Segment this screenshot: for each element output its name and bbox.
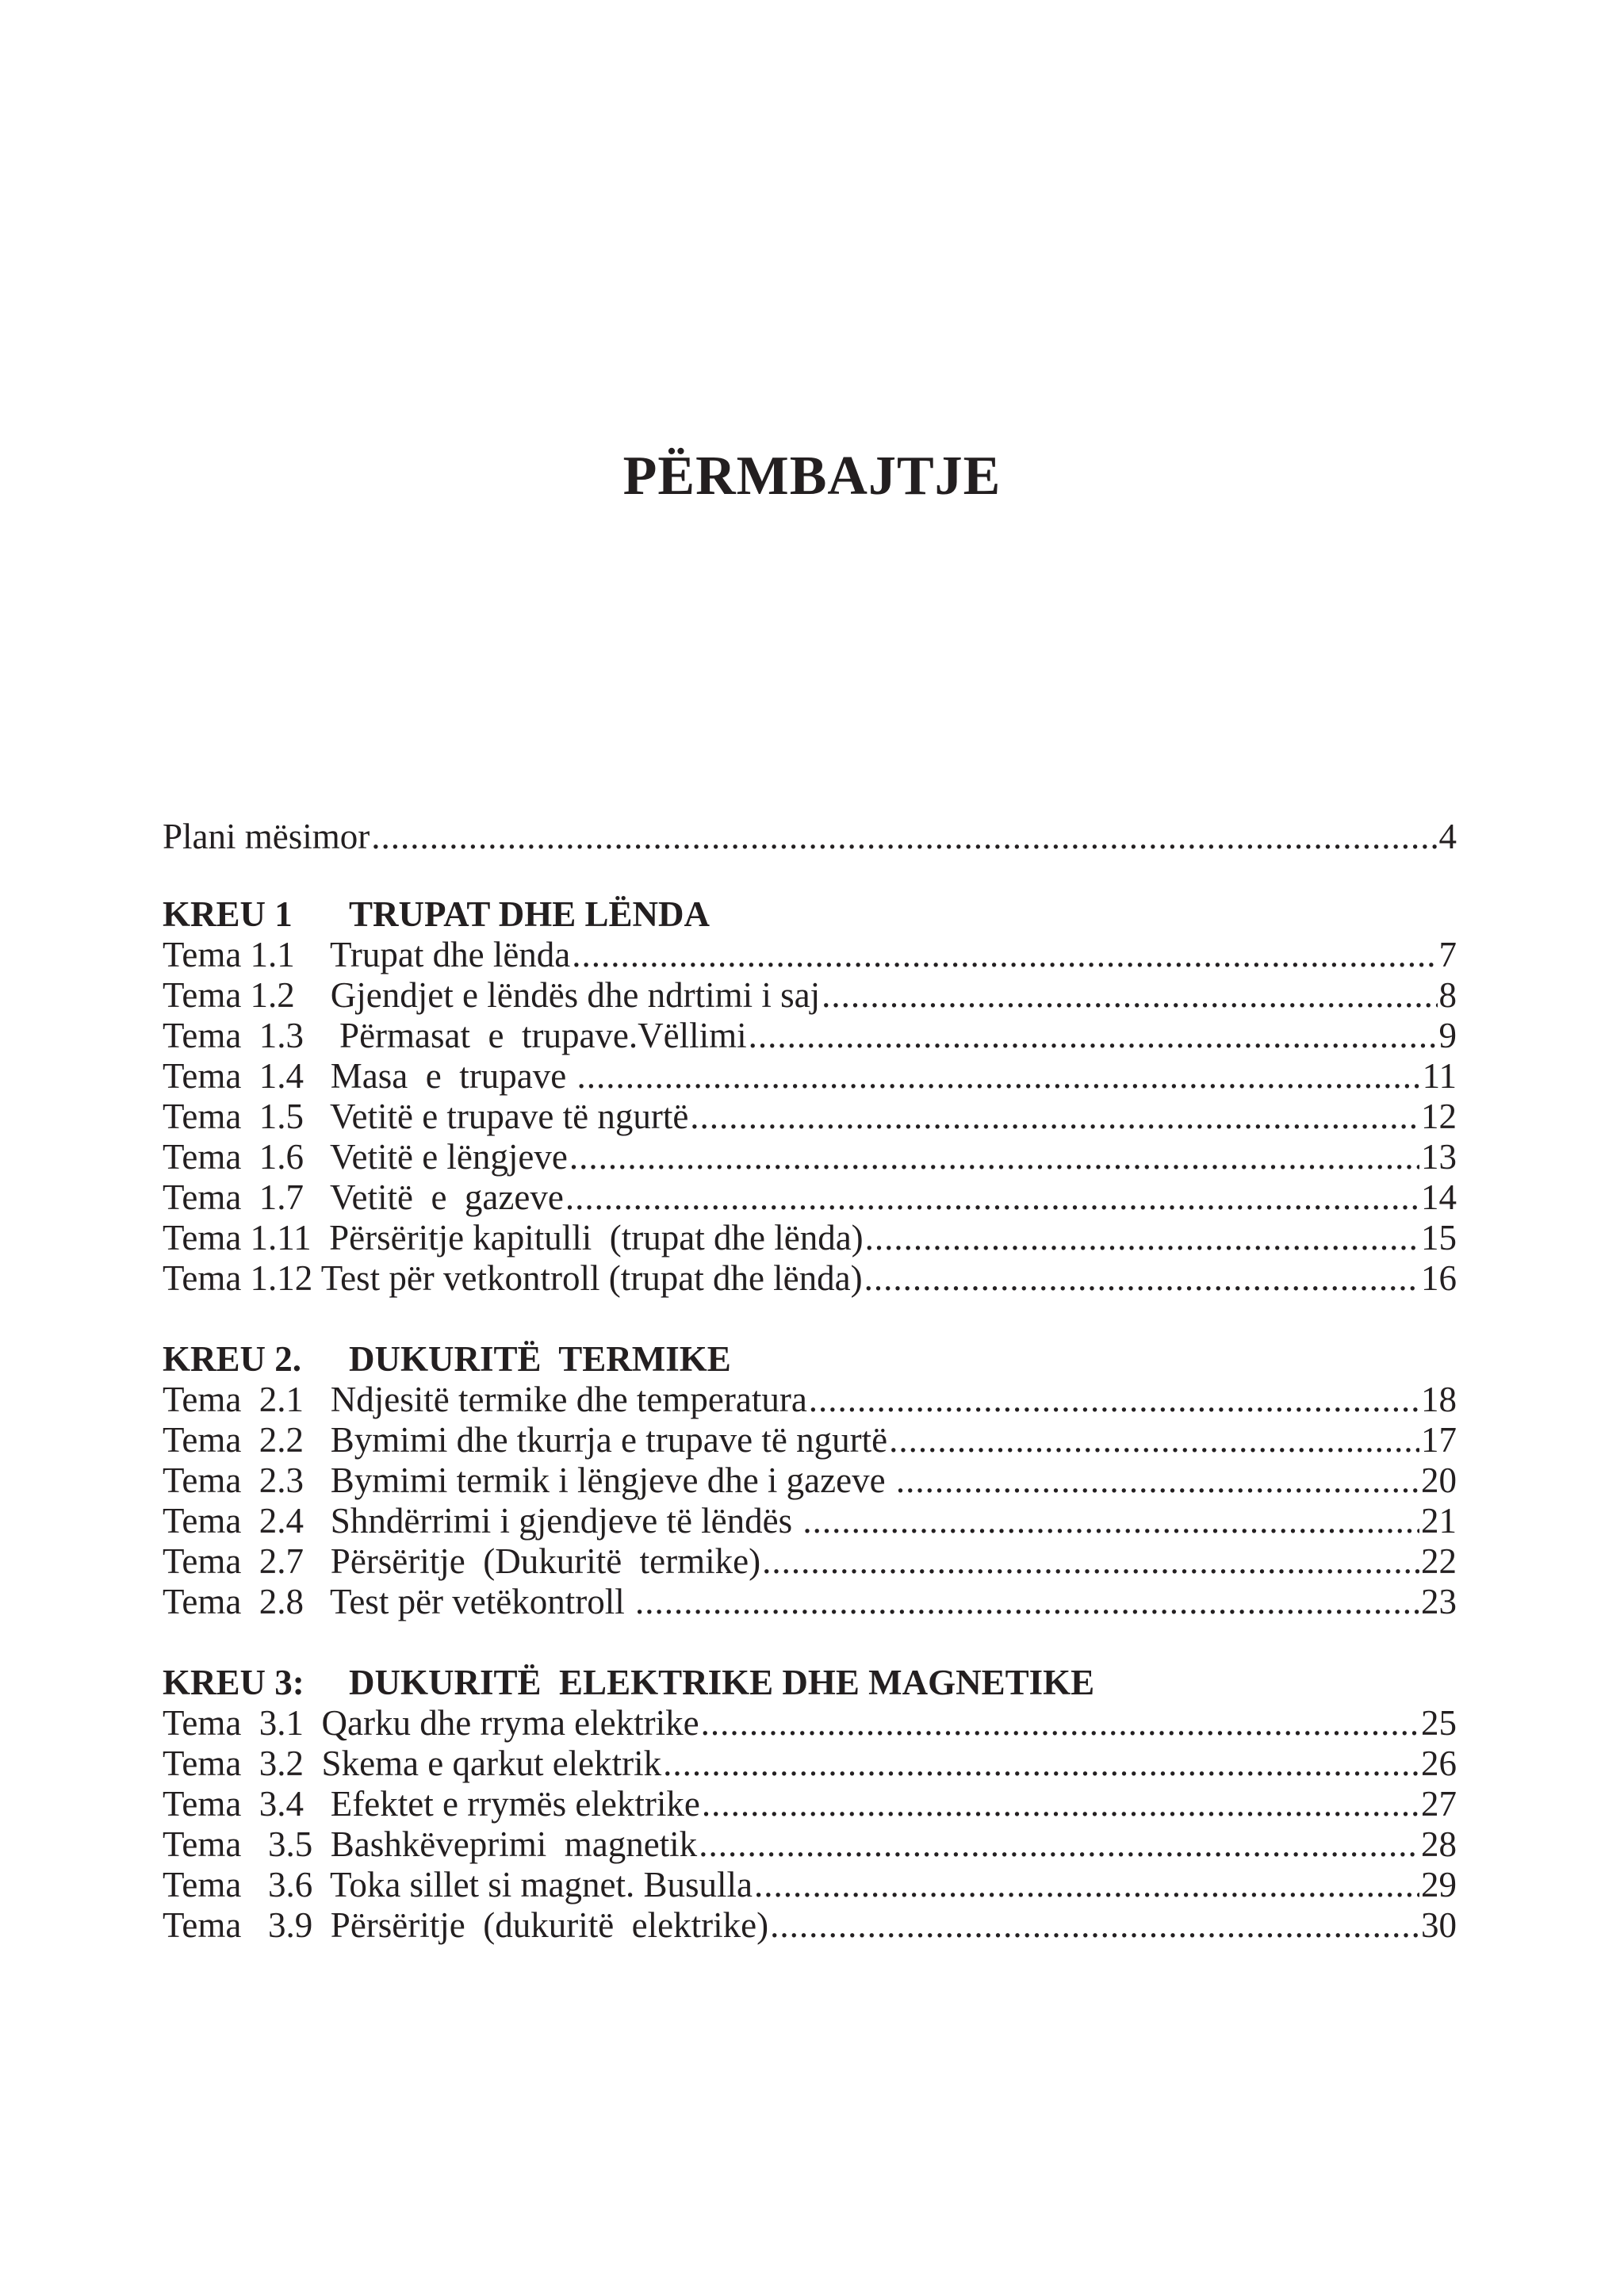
toc-entry-page: 21 bbox=[1421, 1501, 1457, 1541]
toc-entry-label: Tema 3.6 Toka sillet si magnet. Busulla bbox=[163, 1865, 753, 1904]
dot-leader bbox=[754, 1865, 1419, 1905]
toc-entry-label: Tema 2.1 Ndjesitë termike dhe temperatura bbox=[163, 1380, 807, 1419]
toc-entry-page: 22 bbox=[1421, 1541, 1457, 1581]
toc-entry-label: Tema 1.3 Përmasat e trupave.Vëllimi bbox=[163, 1016, 747, 1055]
toc-entry-label: Tema 1.5 Vetitë e trupave të ngurtë bbox=[163, 1097, 689, 1136]
toc-entry-label: Tema 1.4 Masa e trupave bbox=[163, 1056, 576, 1096]
toc-entry-label: Tema 2.4 Shndërrimi i gjendjeve të lëndës bbox=[163, 1501, 802, 1541]
toc-entry-label: Tema 2.2 Bymimi dhe tkurrja e trupave të ngurtë bbox=[163, 1420, 888, 1460]
chapter-heading bbox=[163, 1339, 1457, 1380]
toc-entry[interactable] bbox=[163, 1905, 1457, 1946]
toc-entry-page: 4 bbox=[1438, 817, 1457, 856]
dot-leader bbox=[371, 817, 1437, 857]
dot-leader bbox=[749, 1016, 1438, 1056]
toc-entry[interactable] bbox=[163, 1784, 1457, 1824]
toc-entry[interactable] bbox=[163, 1703, 1457, 1744]
toc-entry[interactable] bbox=[163, 1420, 1457, 1460]
toc-entry-label: Tema 2.8 Test për vetëkontroll bbox=[163, 1582, 634, 1621]
toc-entry-page: 17 bbox=[1421, 1420, 1457, 1460]
chapter-number: KREU 2. bbox=[163, 1339, 302, 1379]
chapter-number: KREU 3: bbox=[163, 1663, 304, 1702]
toc-entry-page: 8 bbox=[1438, 975, 1457, 1015]
toc-entry[interactable] bbox=[163, 935, 1457, 975]
toc-entry[interactable] bbox=[163, 1056, 1457, 1097]
dot-leader bbox=[699, 1824, 1419, 1865]
toc-entry-page: 29 bbox=[1421, 1865, 1457, 1904]
dot-leader bbox=[702, 1784, 1419, 1824]
toc-entry-label: Tema 3.2 Skema e qarkut elektrik bbox=[163, 1744, 662, 1783]
dot-leader bbox=[576, 1056, 1420, 1097]
toc-entry-page: 13 bbox=[1421, 1137, 1457, 1177]
toc-entry-label: Tema 1.1 Trupat dhe lënda bbox=[163, 935, 571, 974]
dot-leader bbox=[565, 1177, 1419, 1218]
toc-entry[interactable] bbox=[163, 1744, 1457, 1784]
toc-entry-label: Tema 1.2 Gjendjet e lëndës dhe ndrtimi i saj bbox=[163, 975, 821, 1015]
dot-leader bbox=[889, 1420, 1419, 1460]
toc-entry-label: Tema 2.7 Përsëritje (Dukuritë termike) bbox=[163, 1541, 761, 1581]
toc-entry-page: 16 bbox=[1421, 1258, 1457, 1298]
dot-leader bbox=[569, 1137, 1419, 1177]
toc-entry-page: 25 bbox=[1421, 1703, 1457, 1743]
toc-entry[interactable] bbox=[163, 1258, 1457, 1299]
dot-leader bbox=[663, 1744, 1419, 1784]
dot-leader bbox=[864, 1258, 1419, 1299]
toc-entry-label: Plani mësimor bbox=[163, 817, 370, 856]
toc-entry-label: Tema 3.4 Efektet e rrymës elektrike bbox=[163, 1784, 700, 1824]
toc-entry[interactable] bbox=[163, 1016, 1457, 1056]
toc-entry-page: 12 bbox=[1421, 1097, 1457, 1136]
toc-entry-label: Tema 1.7 Vetitë e gazeve bbox=[163, 1177, 564, 1217]
toc-entry[interactable] bbox=[163, 1177, 1457, 1218]
toc-entry[interactable] bbox=[163, 1380, 1457, 1420]
toc-entry-page: 14 bbox=[1421, 1177, 1457, 1217]
toc-entry-page: 18 bbox=[1421, 1380, 1457, 1419]
toc-entry[interactable] bbox=[163, 1582, 1457, 1622]
dot-leader bbox=[896, 1460, 1419, 1501]
toc-entry[interactable] bbox=[163, 1137, 1457, 1177]
dot-leader bbox=[690, 1097, 1419, 1137]
toc-entry-label: Tema 3.5 Bashkëveprimi magnetik bbox=[163, 1824, 698, 1864]
dot-leader bbox=[802, 1501, 1419, 1541]
chapter-title: TRUPAT DHE LËNDA bbox=[349, 894, 710, 934]
toc-entry-page: 26 bbox=[1421, 1744, 1457, 1783]
dot-leader bbox=[809, 1380, 1419, 1420]
chapter-number: KREU 1 bbox=[163, 894, 293, 934]
toc-entry[interactable] bbox=[163, 1865, 1457, 1905]
toc-entry-page: 7 bbox=[1438, 935, 1457, 974]
dot-leader bbox=[865, 1218, 1419, 1258]
toc-entry[interactable] bbox=[163, 1501, 1457, 1541]
toc-entry-label: Tema 1.11 Përsëritje kapitulli (trupat dhe lënda) bbox=[163, 1218, 864, 1258]
toc-entry-page: 20 bbox=[1421, 1460, 1457, 1500]
dot-leader bbox=[701, 1703, 1419, 1744]
toc-entry-page: 11 bbox=[1422, 1056, 1457, 1096]
chapter-heading bbox=[163, 894, 1457, 935]
toc-entry-page: 9 bbox=[1438, 1016, 1457, 1055]
table-of-contents bbox=[163, 817, 1457, 1946]
chapter-heading bbox=[163, 1663, 1457, 1703]
toc-entry[interactable] bbox=[163, 1541, 1457, 1582]
toc-entry-label: Tema 1.12 Test për vetkontroll (trupat dhe lënda) bbox=[163, 1258, 863, 1298]
toc-entry-page: 23 bbox=[1421, 1582, 1457, 1621]
toc-entry-plan[interactable] bbox=[163, 817, 1457, 857]
toc-entry-page: 28 bbox=[1421, 1824, 1457, 1864]
toc-entry-label: Tema 1.6 Vetitë e lëngjeve bbox=[163, 1137, 568, 1177]
toc-entry[interactable] bbox=[163, 1824, 1457, 1865]
toc-entry-label: Tema 3.9 Përsëritje (dukuritë elektrike) bbox=[163, 1905, 769, 1945]
toc-entry-label: Tema 2.3 Bymimi termik i lëngjeve dhe i gazeve bbox=[163, 1460, 894, 1500]
toc-entry-page: 30 bbox=[1421, 1905, 1457, 1945]
page-title: PËRMBAJTJE bbox=[622, 446, 1002, 507]
toc-entry-page: 27 bbox=[1421, 1784, 1457, 1824]
dot-leader bbox=[770, 1905, 1419, 1946]
toc-entry[interactable] bbox=[163, 975, 1457, 1016]
dot-leader bbox=[762, 1541, 1419, 1582]
dot-leader bbox=[572, 935, 1437, 975]
chapter-title: DUKURITË ELEKTRIKE DHE MAGNETIKE bbox=[349, 1663, 1095, 1702]
toc-entry-label: Tema 3.1 Qarku dhe rryma elektrike bbox=[163, 1703, 699, 1743]
chapter-title: DUKURITË TERMIKE bbox=[349, 1339, 731, 1379]
dot-leader bbox=[822, 975, 1437, 1016]
toc-entry[interactable] bbox=[163, 1097, 1457, 1137]
toc-entry-page: 15 bbox=[1421, 1218, 1457, 1258]
dot-leader bbox=[635, 1582, 1419, 1622]
toc-entry[interactable] bbox=[163, 1218, 1457, 1258]
toc-entry[interactable] bbox=[163, 1460, 1457, 1501]
